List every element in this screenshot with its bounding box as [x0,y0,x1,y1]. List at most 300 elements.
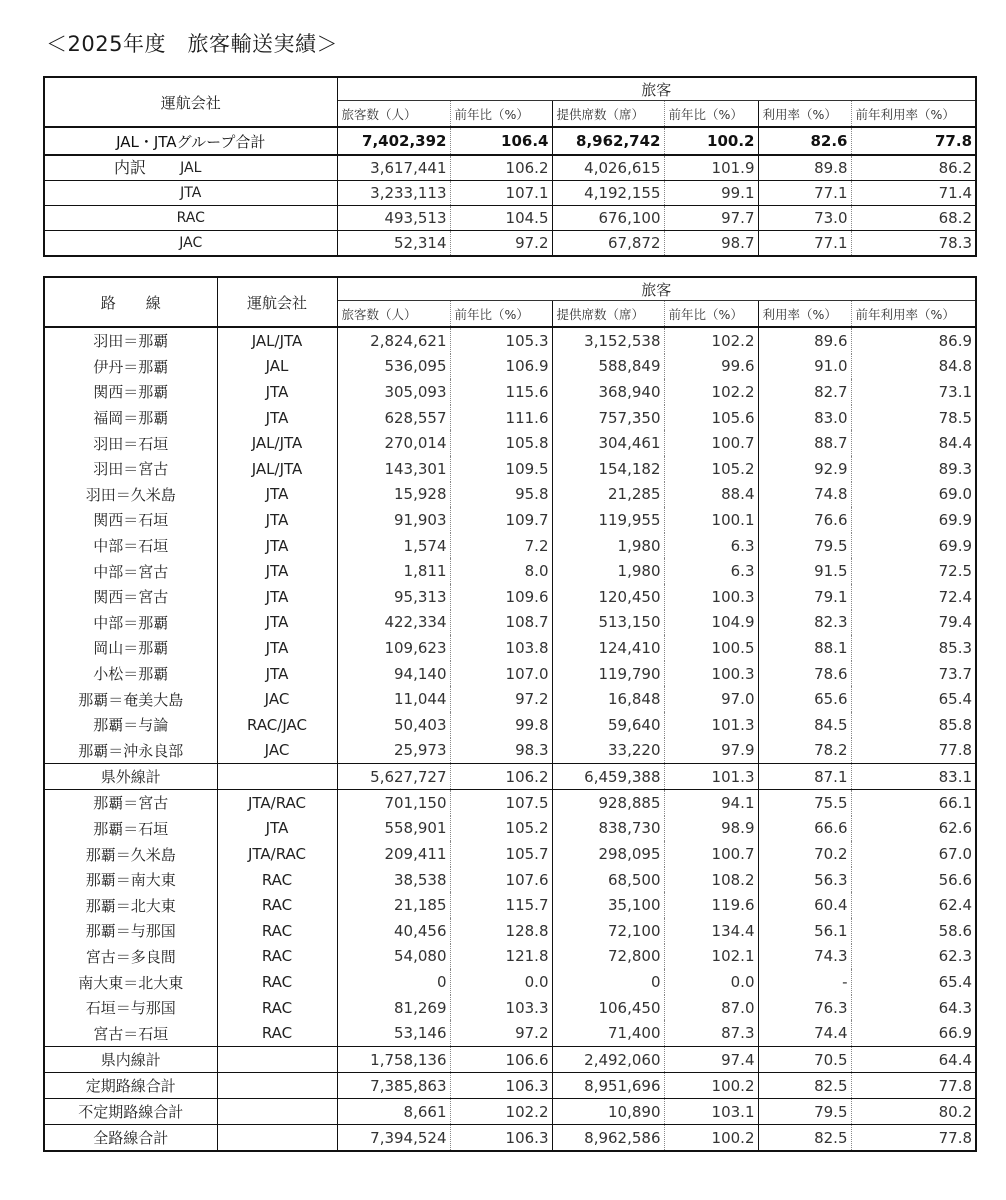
cell-passengers: 422,334 [337,610,450,636]
cell-passengers-yoy: 98.3 [450,738,552,764]
route-row [44,533,976,559]
cell-passengers-yoy: 105.2 [450,816,552,842]
cell-passengers: 558,901 [337,816,450,842]
route-name: 羽田＝那覇 [44,327,217,354]
cell-load-factor: 87.1 [758,764,851,790]
cell-passengers-yoy: 0.0 [450,969,552,995]
operating-company: RAC [217,892,337,918]
cell-seats-yoy: 100.2 [664,1125,758,1152]
cell-passengers: 536,095 [337,354,450,380]
cell-seats: 68,500 [552,867,664,893]
route-row [44,635,976,661]
cell-passengers: 52,314 [337,231,450,257]
cell-seats: 154,182 [552,456,664,482]
cell-passengers-yoy: 106.9 [450,354,552,380]
cell-prev-load-factor: 85.8 [938,715,973,734]
cell-load-factor: 82.6 [758,127,851,155]
operating-company [217,1099,337,1125]
route-name: 宮古＝石垣 [44,1020,217,1046]
cell-prev-load-factor: 66.1 [938,793,973,812]
cell-seats-yoy: 87.0 [664,995,758,1021]
cell-seats-yoy: 98.9 [664,816,758,842]
cell-seats: 0 [552,969,664,995]
cell-passengers-yoy: 97.2 [450,231,552,257]
operating-company: JAC [217,686,337,712]
route-header: 路 線 [44,277,217,327]
route-row [44,558,976,584]
cell-passengers: 8,661 [337,1099,450,1125]
cell-load-factor: 76.6 [758,507,851,533]
cell-seats-yoy: 97.7 [664,206,758,231]
cell-passengers-yoy: 102.2 [450,1099,552,1125]
cell-load-factor: 56.1 [758,918,851,944]
cell-seats-yoy: 102.2 [664,327,758,354]
cell-seats-yoy: 103.1 [664,1099,758,1125]
cell-seats-yoy: 100.3 [664,661,758,687]
cell-passengers-yoy: 103.3 [450,995,552,1021]
route-name: 不定期路線合計 [44,1099,217,1125]
cell-passengers: 2,824,621 [337,327,450,354]
column-header-passengers: 旅客数（人） [337,301,450,328]
cell-passengers-yoy: 8.0 [450,558,552,584]
route-name: 定期路線合計 [44,1073,217,1099]
cell-prev-load-factor: 69.9 [938,536,973,555]
operating-company: RAC/JAC [217,712,337,738]
cell-passengers-yoy: 121.8 [450,944,552,970]
cell-passengers: 493,513 [337,206,450,231]
cell-seats: 928,885 [552,790,664,816]
cell-seats-yoy: 134.4 [664,918,758,944]
cell-prev-load-factor: 72.4 [938,587,973,606]
cell-seats-yoy: 102.2 [664,379,758,405]
company-row [44,231,976,257]
cell-passengers: 3,617,441 [337,155,450,181]
route-row [44,661,976,687]
route-row [44,790,976,816]
cell-seats: 3,152,538 [552,327,664,354]
cell-prev-load-factor: 68.2 [851,206,976,231]
operating-company: JTA [217,405,337,431]
cell-seats-yoy: 97.9 [664,738,758,764]
cell-seats: 67,872 [552,231,664,257]
route-name: 宮古＝多良間 [44,944,217,970]
column-header-seats-yoy: 前年比（%） [664,301,758,328]
cell-seats: 2,492,060 [552,1047,664,1073]
cell-seats: 4,192,155 [552,181,664,206]
cell-load-factor: 89.8 [758,155,851,181]
operating-company [217,1073,337,1099]
cell-prev-load-factor: 58.6 [938,921,973,940]
cell-prev-load-factor: 79.4 [938,613,973,632]
operating-company: JTA [217,482,337,508]
group-total-row [44,127,976,155]
cell-seats-yoy: 97.0 [664,686,758,712]
route-name: 県外線計 [44,764,217,790]
route-name: 小松＝那覇 [44,661,217,687]
cell-passengers-yoy: 97.2 [450,1020,552,1046]
route-name: 石垣＝与那国 [44,995,217,1021]
cell-seats: 124,410 [552,635,664,661]
company-header: 運航会社 [44,77,337,127]
cell-seats: 1,980 [552,533,664,559]
column-header-passengers-yoy: 前年比（%） [450,101,552,128]
route-row [44,456,976,482]
operating-company: JTA [217,507,337,533]
cell-load-factor: 78.6 [758,661,851,687]
route-row [44,482,976,508]
route-name: 全路線合計 [44,1125,217,1152]
total-row [44,1073,976,1099]
cell-passengers-yoy: 7.2 [450,533,552,559]
cell-prev-load-factor: 65.4 [938,973,973,992]
cell-load-factor: 79.1 [758,584,851,610]
cell-prev-load-factor: 77.8 [851,1125,976,1152]
cell-seats-yoy: 6.3 [664,533,758,559]
cell-passengers-yoy: 107.5 [450,790,552,816]
column-header-prev-load-factor: 前年利用率（%） [851,301,976,328]
cell-seats-yoy: 100.7 [664,430,758,456]
cell-load-factor: 91.5 [758,558,851,584]
cell-seats: 8,962,586 [552,1125,664,1152]
cell-load-factor: 82.7 [758,379,851,405]
route-name: 那覇＝石垣 [44,816,217,842]
cell-prev-load-factor: 85.3 [938,638,973,657]
company-row [44,206,976,231]
cell-prev-load-factor: 72.5 [938,562,973,581]
cell-passengers: 94,140 [337,661,450,687]
cell-passengers-yoy: 128.8 [450,918,552,944]
cell-passengers: 7,394,524 [337,1125,450,1152]
operating-company [217,1125,337,1152]
cell-seats: 119,955 [552,507,664,533]
cell-load-factor: 70.2 [758,841,851,867]
route-row [44,379,976,405]
cell-load-factor: 66.6 [758,816,851,842]
cell-load-factor: 83.0 [758,405,851,431]
cell-seats-yoy: 119.6 [664,892,758,918]
operating-company: JAL/JTA [217,430,337,456]
cell-passengers-yoy: 106.6 [450,1047,552,1073]
company-row [44,155,976,181]
cell-seats-yoy: 88.4 [664,482,758,508]
cell-prev-load-factor: 67.0 [938,845,973,864]
route-name: 羽田＝久米島 [44,482,217,508]
route-name: 那覇＝与那国 [44,918,217,944]
cell-passengers: 91,903 [337,507,450,533]
cell-seats-yoy: 104.9 [664,610,758,636]
company-row [44,181,976,206]
row-label: JAC [44,231,337,257]
route-name: 那覇＝南大東 [44,867,217,893]
operating-company: RAC [217,969,337,995]
cell-seats: 119,790 [552,661,664,687]
route-name: 那覇＝久米島 [44,841,217,867]
cell-seats-yoy: 99.1 [664,181,758,206]
row-label: JTA [44,181,337,206]
cell-seats-yoy: 99.6 [664,354,758,380]
route-row [44,327,976,354]
cell-seats-yoy: 94.1 [664,790,758,816]
cell-passengers: 11,044 [337,686,450,712]
route-row [44,944,976,970]
cell-seats: 71,400 [552,1020,664,1046]
cell-passengers: 81,269 [337,995,450,1021]
route-name: 那覇＝与論 [44,712,217,738]
operating-company: JTA [217,816,337,842]
cell-passengers: 143,301 [337,456,450,482]
total-row [44,1047,976,1073]
route-name: 関西＝那覇 [44,379,217,405]
operating-company [217,764,337,790]
cell-prev-load-factor: 86.9 [938,331,973,350]
cell-prev-load-factor: 66.9 [938,1024,973,1043]
cell-prev-load-factor: 77.8 [938,741,973,760]
route-row [44,969,976,995]
cell-seats: 72,800 [552,944,664,970]
cell-load-factor: 74.4 [758,1020,851,1046]
cell-seats: 6,459,388 [552,764,664,790]
cell-load-factor: - [758,969,851,995]
cell-prev-load-factor: 86.2 [851,155,976,181]
cell-seats: 513,150 [552,610,664,636]
column-header-seats: 提供席数（席） [552,301,664,328]
cell-passengers-yoy: 111.6 [450,405,552,431]
cell-prev-load-factor: 62.6 [938,819,973,838]
operating-company: JTA [217,635,337,661]
cell-seats-yoy: 105.2 [664,456,758,482]
cell-seats: 106,450 [552,995,664,1021]
cell-seats-yoy: 100.2 [664,1073,758,1099]
route-row [44,918,976,944]
operating-company: RAC [217,867,337,893]
column-header-load-factor: 利用率（%） [758,101,851,128]
route-row [44,584,976,610]
cell-seats-yoy: 105.6 [664,405,758,431]
route-name: 関西＝石垣 [44,507,217,533]
operating-company: RAC [217,995,337,1021]
cell-passengers: 7,385,863 [337,1073,450,1099]
cell-prev-load-factor: 64.4 [851,1047,976,1073]
passenger-group-header: 旅客 [337,277,976,301]
route-row [44,1020,976,1046]
company-header: 運航会社 [217,277,337,327]
route-row [44,816,976,842]
cell-seats-yoy: 6.3 [664,558,758,584]
cell-passengers-yoy: 104.5 [450,206,552,231]
cell-passengers: 305,093 [337,379,450,405]
operating-company: RAC [217,944,337,970]
group-header-row [44,77,976,101]
cell-load-factor: 78.2 [758,738,851,764]
column-header-seats-yoy: 前年比（%） [664,101,758,128]
cell-passengers-yoy: 106.2 [450,155,552,181]
cell-seats-yoy: 100.1 [664,507,758,533]
route-row [44,738,976,764]
outside-subtotal-row [44,764,976,790]
cell-prev-load-factor: 77.8 [851,1073,976,1099]
cell-load-factor: 65.6 [758,686,851,712]
cell-seats-yoy: 100.3 [664,584,758,610]
cell-prev-load-factor: 89.3 [938,459,973,478]
cell-load-factor: 82.5 [758,1125,851,1152]
cell-passengers: 3,233,113 [337,181,450,206]
total-row [44,1099,976,1125]
cell-seats-yoy: 0.0 [664,969,758,995]
cell-passengers: 95,313 [337,584,450,610]
cell-passengers: 7,402,392 [337,127,450,155]
cell-passengers-yoy: 107.1 [450,181,552,206]
row-label: JAL・JTAグループ合計 [44,127,337,155]
cell-passengers-yoy: 109.6 [450,584,552,610]
cell-seats: 676,100 [552,206,664,231]
cell-prev-load-factor: 69.0 [938,485,973,504]
cell-prev-load-factor: 56.6 [938,870,973,889]
cell-load-factor: 70.5 [758,1047,851,1073]
cell-passengers: 5,627,727 [337,764,450,790]
cell-seats: 368,940 [552,379,664,405]
cell-passengers: 15,928 [337,482,450,508]
cell-seats: 72,100 [552,918,664,944]
cell-passengers: 701,150 [337,790,450,816]
cell-passengers: 209,411 [337,841,450,867]
cell-passengers-yoy: 103.8 [450,635,552,661]
route-name: 岡山＝那覇 [44,635,217,661]
cell-seats: 588,849 [552,354,664,380]
group-header-row [44,277,976,301]
cell-passengers-yoy: 95.8 [450,482,552,508]
route-row [44,995,976,1021]
column-header-prev-load-factor: 前年利用率（%） [851,101,976,128]
operating-company: RAC [217,918,337,944]
cell-passengers-yoy: 97.2 [450,686,552,712]
cell-seats: 35,100 [552,892,664,918]
cell-passengers: 50,403 [337,712,450,738]
cell-seats-yoy: 100.5 [664,635,758,661]
cell-prev-load-factor: 84.4 [938,434,973,453]
cell-seats-yoy: 102.1 [664,944,758,970]
cell-seats: 4,026,615 [552,155,664,181]
cell-seats: 120,450 [552,584,664,610]
cell-prev-load-factor: 78.3 [851,231,976,257]
route-row [44,610,976,636]
cell-seats: 59,640 [552,712,664,738]
route-name: 那覇＝沖永良部 [44,738,217,764]
cell-load-factor: 75.5 [758,790,851,816]
cell-passengers-yoy: 109.5 [450,456,552,482]
cell-passengers: 270,014 [337,430,450,456]
cell-passengers: 1,758,136 [337,1047,450,1073]
operating-company: JAL [217,354,337,380]
cell-load-factor: 76.3 [758,995,851,1021]
cell-passengers: 109,623 [337,635,450,661]
cell-passengers: 1,811 [337,558,450,584]
route-name: 関西＝宮古 [44,584,217,610]
operating-company: JAL/JTA [217,327,337,354]
cell-prev-load-factor: 62.3 [938,947,973,966]
route-name: 南大東＝北大東 [44,969,217,995]
cell-passengers-yoy: 106.3 [450,1125,552,1152]
cell-load-factor: 91.0 [758,354,851,380]
cell-passengers-yoy: 107.0 [450,661,552,687]
operating-company: JTA [217,610,337,636]
route-name: 伊丹＝那覇 [44,354,217,380]
operating-company: JTA [217,379,337,405]
route-table [43,276,977,1152]
cell-passengers: 38,538 [337,867,450,893]
cell-passengers: 21,185 [337,892,450,918]
route-name: 羽田＝宮古 [44,456,217,482]
cell-seats-yoy: 101.3 [664,712,758,738]
cell-prev-load-factor: 80.2 [851,1099,976,1125]
route-name: 中部＝石垣 [44,533,217,559]
route-name: 県内線計 [44,1047,217,1073]
route-row [44,712,976,738]
route-row [44,507,976,533]
route-row [44,867,976,893]
cell-seats-yoy: 100.7 [664,841,758,867]
cell-load-factor: 74.3 [758,944,851,970]
cell-seats-yoy: 97.4 [664,1047,758,1073]
cell-load-factor: 79.5 [758,1099,851,1125]
cell-passengers-yoy: 105.8 [450,430,552,456]
cell-prev-load-factor: 78.5 [938,408,973,427]
row-label [44,155,337,181]
cell-seats-yoy: 101.9 [664,155,758,181]
cell-passengers-yoy: 115.7 [450,892,552,918]
cell-passengers: 25,973 [337,738,450,764]
route-name: 中部＝宮古 [44,558,217,584]
cell-seats: 838,730 [552,816,664,842]
cell-seats: 298,095 [552,841,664,867]
cell-prev-load-factor: 62.4 [938,896,973,915]
route-name: 福岡＝那覇 [44,405,217,431]
cell-seats-yoy: 98.7 [664,231,758,257]
cell-load-factor: 77.1 [758,181,851,206]
cell-seats: 304,461 [552,430,664,456]
row-label: RAC [44,206,337,231]
cell-load-factor: 56.3 [758,867,851,893]
cell-seats: 33,220 [552,738,664,764]
operating-company: JAL/JTA [217,456,337,482]
route-row [44,686,976,712]
route-name: 那覇＝宮古 [44,790,217,816]
passenger-group-header: 旅客 [337,77,976,101]
cell-prev-load-factor: 73.1 [938,382,973,401]
cell-passengers-yoy: 105.7 [450,841,552,867]
cell-passengers-yoy: 107.6 [450,867,552,893]
operating-company: JTA [217,558,337,584]
cell-passengers-yoy: 115.6 [450,379,552,405]
cell-passengers-yoy: 99.8 [450,712,552,738]
route-row [44,430,976,456]
route-name: 那覇＝北大東 [44,892,217,918]
cell-load-factor: 82.5 [758,1073,851,1099]
operating-company: JAC [217,738,337,764]
cell-seats: 1,980 [552,558,664,584]
cell-prev-load-factor: 69.9 [938,510,973,529]
cell-seats: 8,962,742 [552,127,664,155]
operating-company: JTA/RAC [217,790,337,816]
cell-load-factor: 60.4 [758,892,851,918]
route-row [44,841,976,867]
cell-prev-load-factor: 73.7 [938,664,973,683]
cell-load-factor: 82.3 [758,610,851,636]
cell-prev-load-factor: 84.8 [938,357,973,376]
cell-load-factor: 79.5 [758,533,851,559]
route-row [44,405,976,431]
column-header-load-factor: 利用率（%） [758,301,851,328]
cell-passengers-yoy: 106.3 [450,1073,552,1099]
